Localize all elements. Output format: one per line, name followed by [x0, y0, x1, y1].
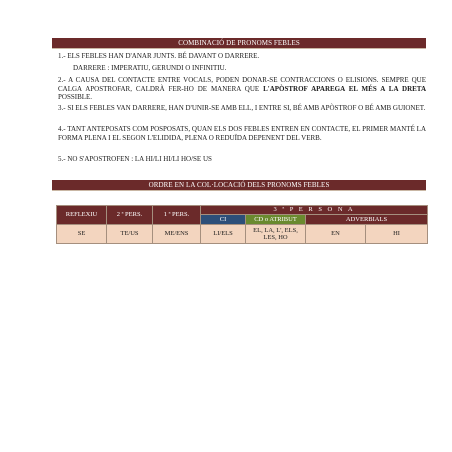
rule-2-tail: POSSIBLE. [58, 93, 93, 102]
subheader-ci: CI [201, 215, 246, 225]
cell-en: EN [306, 225, 366, 244]
subheader-adverbials: ADVERBIALS [306, 215, 428, 225]
pronoun-order-table [56, 205, 428, 244]
rule-1: 1.- ELS FEBLES HAN D'ANAR JUNTS. BÉ DAVANT O DARRERE. [58, 52, 260, 60]
cell-cd-forms-line2: LES, HO [263, 234, 288, 241]
section-title-ordre: ORDRE EN LA COL·LOCACIÓ DELS PRONOMS FEBLES [52, 180, 426, 191]
cell-cd-forms-line1: EL, LA, L', ELS, [253, 226, 298, 234]
cell-me-ens: ME/ENS [153, 225, 201, 244]
rule-3: 3.- SI ELS FEBLES VAN DARRERE, HAN D'UNIR-SE AMB ELL, I ENTRE SI, BÉ AMB APÒSTROF O BÉ AMB GUIONET. [58, 104, 426, 112]
cell-li-els: LI/ELS [201, 225, 246, 244]
header-3a-persona: 3 ª P E R S O N A [201, 206, 428, 215]
table-header-row [57, 206, 428, 215]
cell-te-us: TE/US [107, 225, 153, 244]
subheader-cd-atribut: CD o ATRIBUT [246, 215, 306, 225]
cell-cd-forms [246, 225, 306, 244]
rule-4: 4.- TANT ANTEPOSATS COM POSPOSATS, QUAN ELS DOS FEBLES ENTREN EN CONTACTE, EL PRIMER MANTÉ LA FORMA PLENA I EL SEGON L'ELIDIDA, PLENA O REDUÏDA DEPENENT DEL VERB. [58, 125, 426, 142]
rule-1-detail: DARRERE : IMPERATIU, GERUNDI O INFINITIU. [73, 64, 227, 72]
section-title-combinacio: COMBINACIÓ DE PRONOMS FEBLES [52, 38, 426, 49]
cell-se: SE [57, 225, 107, 244]
rule-2-text: 2.- A CAUSA DEL CONTACTE ENTRE VOCALS, PODEN DONAR-SE CONTRACCIONS O ELISIONS. SEMPRE QUE CALGA APOSTROFAR, CALDRÀ FER-HO DE MANERA QUE [58, 76, 426, 93]
header-1a-persona: 1 ª PERS. [153, 206, 201, 225]
header-2a-persona: 2 ª PERS. [107, 206, 153, 225]
rule-2-emphasis: L'APÒSTROF APAREGA EL MÉS A LA DRETA [263, 84, 427, 93]
rule-5: 5.- NO S'APOSTROFEN : LA HI/LI HI/LI HO/SE US [58, 155, 212, 163]
table-row [57, 225, 428, 244]
header-reflexiu: REFLEXIU [57, 206, 107, 225]
cell-hi: HI [366, 225, 428, 244]
rule-2 [58, 76, 426, 102]
